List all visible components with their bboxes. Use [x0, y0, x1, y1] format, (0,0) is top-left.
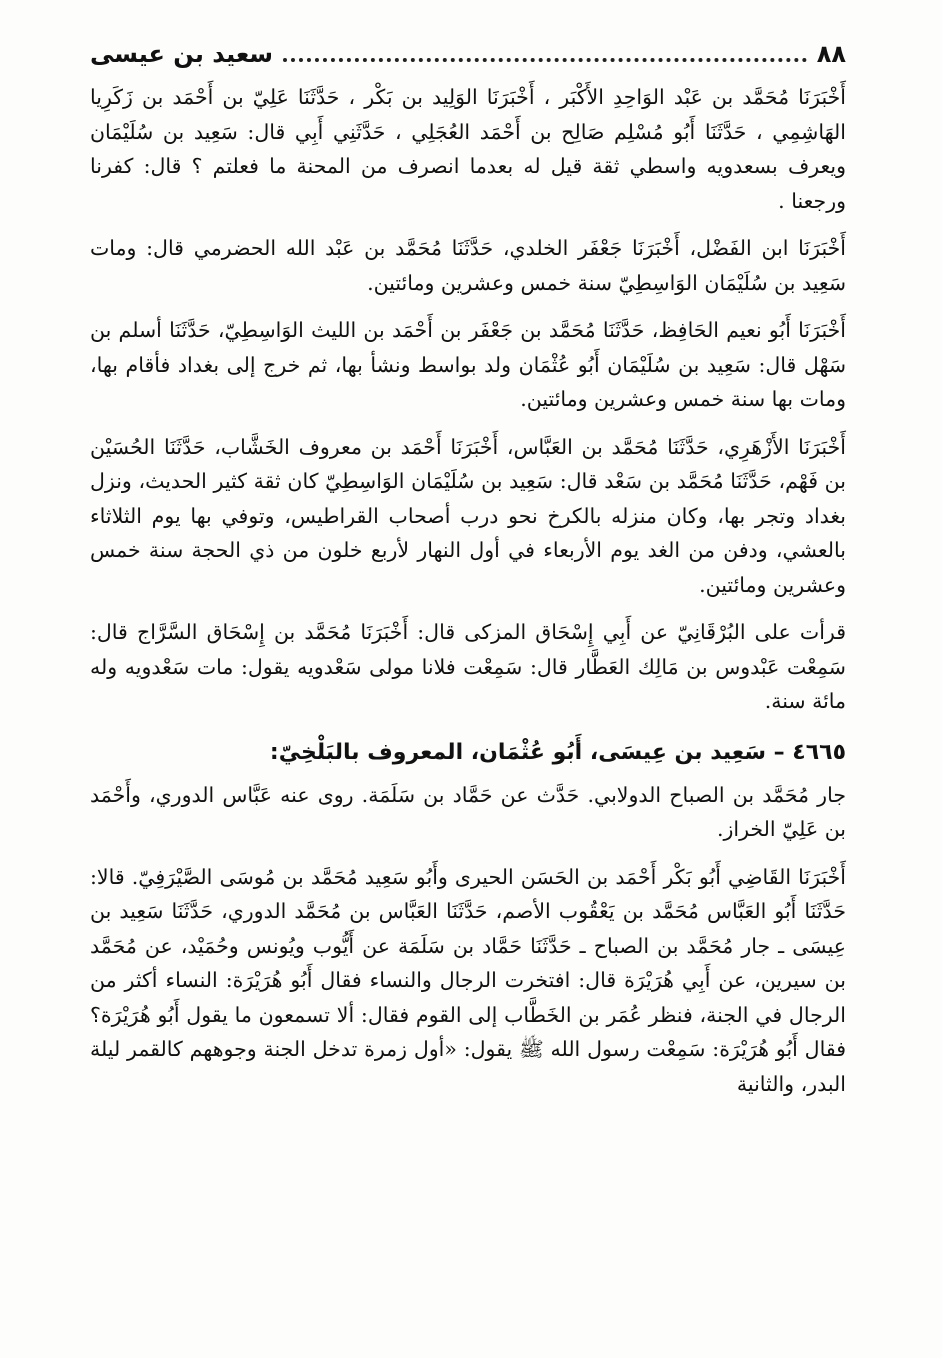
- entry-heading: ٤٦٦٥ – سَعِيد بن عِيسَى، أَبُو عُثْمَان، المعروف بالبَلْخِيّ:: [269, 739, 846, 765]
- paragraph-1: أَخْبَرَنَا مُحَمَّد بن عَبْد الوَاحِدِ الأَكْبَر ، أَخْبَرَنَا الوَلِيد بن بَكْر ، حَدَّثَنَا عَلِيّ بن أَحْمَد بن زَكَرِيا الهَاشِمِي ، حَدَّثَنَا أَبُو مُسْلِم صَالِح بن أَحْمَد العُجَلِي ، حَدَّثَنِي أَبِي قال: سَعِيد بن سُلَيْمَان ويعرف بسعدويه واسطي ثقة قيل له بعدما انصرف من المحنة ما فعلتم ؟ قال: كفرنا ورجعنا .: [90, 85, 846, 213]
- paragraph-5: قرأت على البُرْقَانِيّ عن أَبِي إِسْحَاق المزكى قال: أَخْبَرَنَا مُحَمَّد بن إِسْحَاق السَّرَّاج قال: سَمِعْت عَبْدوس بن مَالِك العَطَّار قال: سَمِعْت فلانا مولى سَعْدويه يقول: مات سَعْدويه وله مائة سنة.: [90, 620, 846, 713]
- header-dotted-rule: [283, 58, 807, 62]
- paragraph-3: أَخْبَرَنَا أَبُو نعيم الحَافِظ، حَدَّثَنَا مُحَمَّد بن جَعْفَر بن أَحْمَد بن الليث الوَاسِطِيّ، حَدَّثَنَا أسلم بن سَهْل قال: سَعِيد بن سُلَيْمَان أَبُو عُثْمَان ولد بواسط ونشأ بها، ثم خرج إلى بغداد فأقام بها، ومات بها سنة خمس وعشرين ومائتين.: [90, 318, 846, 411]
- entry-paragraph-2: أَخْبَرَنَا القَاضِي أَبُو بَكْر أَحْمَد بن الحَسَن الحيرى وأَبُو سَعِيد مُحَمَّد بن مُوسَى الصَّيْرَفِيّ. قالا: حَدَّثَنَا أَبُو العَبَّاس مُحَمَّد بن يَعْقُوب الأصم، حَدَّثَنَا العَبَّاس بن مُحَمَّد الدوري، حَدَّثَنَا سَعِيد بن عِيسَى ـ جار مُحَمَّد بن الصباح ـ حَدَّثَنَا حَمَّاد بن سَلَمَة عن أَيُّوب ويُونس وحُمَيْد، عن مُحَمَّد بن سيرين، عن أَبِي هُرَيْرَة قال: افتخرت الرجال والنساء فقال أَبُو هُرَيْرَة: النساء أكثر من الرجال في الجنة، فنظر عُمَر بن الخَطَّاب إلى القوم فقال: ألا تسمعون ما يقول أَبُو هُرَيْرَة؟ فقال أَبُو هُرَيْرَة: سَمِعْت رسول الله ﷺ يقول: «أول زمرة تدخل الجنة وجوههم كالقمر ليلة البدر، والثانية: [90, 864, 846, 1096]
- page-number: ٨٨: [816, 40, 846, 68]
- page-body: [90, 80, 846, 1338]
- running-title: سعيد بن عيسى: [90, 40, 274, 68]
- paragraph-4: أَخْبَرَنَا الأَزْهَرِي، حَدَّثَنَا مُحَمَّد بن العَبَّاس، أَخْبَرَنَا أَحْمَد بن معروف الخَشَّاب، حَدَّثَنَا الحُسَيْن بن فَهْم، حَدَّثَنَا مُحَمَّد بن سَعْد قال: سَعِيد بن سُلَيْمَان الوَاسِطِيّ كان ثقة كثير الحديث، ونزل بغداد وتجر بها، وكان منزله بالكرخ نحو درب أصحاب القراطيس، وتوفي بها يوم الثلاثاء بالعشي، ودفن من الغد يوم الأربعاء في أول النهار لأربع خلون من ذي الحجة سنة خمس وعشرين ومائتين.: [90, 434, 846, 597]
- paragraph-2: أَخْبَرَنَا ابن الفَضْل، أَخْبَرَنَا جَعْفَر الخلدي، حَدَّثَنَا مُحَمَّد بن عَبْد الله الحضرمي قال: ومات سَعِيد بن سُلَيْمَان الوَاسِطِيّ سنة خمس وعشرين ومائتين.: [90, 236, 846, 295]
- entry-paragraph-1: جار مُحَمَّد بن الصباح الدولابي. حَدَّث عن حَمَّاد بن سَلَمَة. روى عنه عَبَّاس الدوري، وأَحْمَد بن عَلِيّ الخراز.: [90, 782, 846, 841]
- page-header: [90, 34, 846, 74]
